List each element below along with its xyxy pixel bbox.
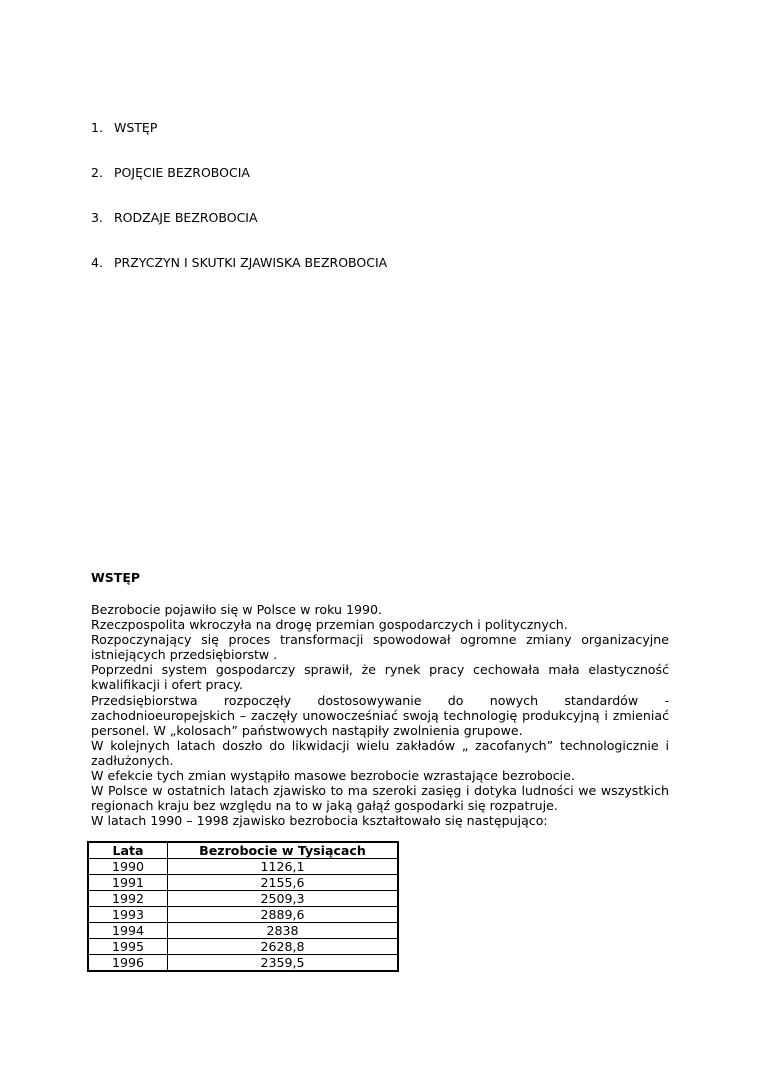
cell-year: 1990 (88, 859, 168, 875)
unemployment-table (87, 841, 399, 972)
toc-item-pojecie-bezrobocia (91, 164, 387, 182)
cell-value: 2889,6 (168, 907, 399, 923)
cell-value: 2509,3 (168, 891, 399, 907)
toc-label: POJĘCIE BEZROBOCIA (114, 165, 250, 180)
cell-value: 2628,8 (168, 939, 399, 955)
table-row (88, 875, 398, 891)
toc-number: 1. (91, 120, 103, 135)
cell-value: 1126,1 (168, 859, 399, 875)
table-row (88, 859, 398, 875)
cell-year: 1996 (88, 955, 168, 972)
table-row (88, 923, 398, 939)
paragraph: Poprzedni system gospodarczy sprawił, że rynek pracy cechowała mała elastyczność kwalifikacji i ofert pracy. (91, 662, 669, 693)
paragraph: Bezrobocie pojawiło się w Polsce w roku 1990. (91, 602, 383, 617)
table-row (88, 955, 398, 972)
cell-year: 1995 (88, 939, 168, 955)
toc-number: 2. (91, 165, 103, 180)
toc-item-rodzaje-bezrobocia (91, 209, 387, 227)
toc-number: 4. (91, 255, 103, 270)
cell-year: 1994 (88, 923, 168, 939)
cell-value: 2155,6 (168, 875, 399, 891)
paragraph: W kolejnych latach doszło do likwidacji wielu zakładów „ zacofanych” technologicznie i zadłużonych. (91, 737, 669, 768)
table-row (88, 939, 398, 955)
table-of-contents (91, 119, 387, 299)
table-row (88, 907, 398, 923)
toc-number: 3. (91, 210, 103, 225)
toc-label: RODZAJE BEZROBOCIA (114, 210, 258, 225)
toc-label: WSTĘP (114, 120, 158, 135)
paragraph: Rozpoczynający się proces transformacji spowodował ogromne zmiany organizacyjne istniejących przedsiębiorstw . (91, 632, 669, 663)
paragraph: W efekcie tych zmian wystąpiło masowe bezrobocie wzrastające bezrobocie. (91, 768, 575, 784)
toc-item-wstep (91, 119, 387, 137)
section-wstep (91, 569, 669, 828)
column-header-bezrobocie: Bezrobocie w Tysiącach (168, 842, 399, 859)
table-row (88, 891, 398, 907)
paragraph: W Polsce w ostatnich latach zjawisko to ma szeroki zasięg i dotyka ludności we wszystkich regionach kraju bez względu na to w jaką gałąź gospodarki się rozpatruje. (91, 783, 669, 814)
paragraph: W latach 1990 – 1998 zjawisko bezrobocia kształtowało się następująco: (91, 813, 548, 829)
cell-value: 2359,5 (168, 955, 399, 972)
cell-year: 1991 (88, 875, 168, 891)
toc-label: PRZYCZYN I SKUTKI ZJAWISKA BEZROBOCIA (114, 255, 388, 270)
cell-year: 1993 (88, 907, 168, 923)
column-header-lata: Lata (88, 842, 168, 859)
toc-item-przyczyny-i-skutki (91, 254, 387, 272)
paragraph: Przedsiębiorstwa rozpoczęły dostosowywanie do nowych standardów - zachodnioeuropejskich – zaczęły unowocześniać swoją technologię produkcyjną i zmieniać personel. W „kolosach” państwowych nastąpiły zwolnienia grupowe. (91, 692, 669, 738)
section-heading: WSTĘP (91, 570, 141, 585)
cell-year: 1992 (88, 891, 168, 907)
cell-value: 2838 (168, 923, 399, 939)
table-header-row (88, 842, 398, 859)
paragraph: Rzeczpospolita wkroczyła na drogę przemian gospodarczych i politycznych. (91, 617, 568, 633)
